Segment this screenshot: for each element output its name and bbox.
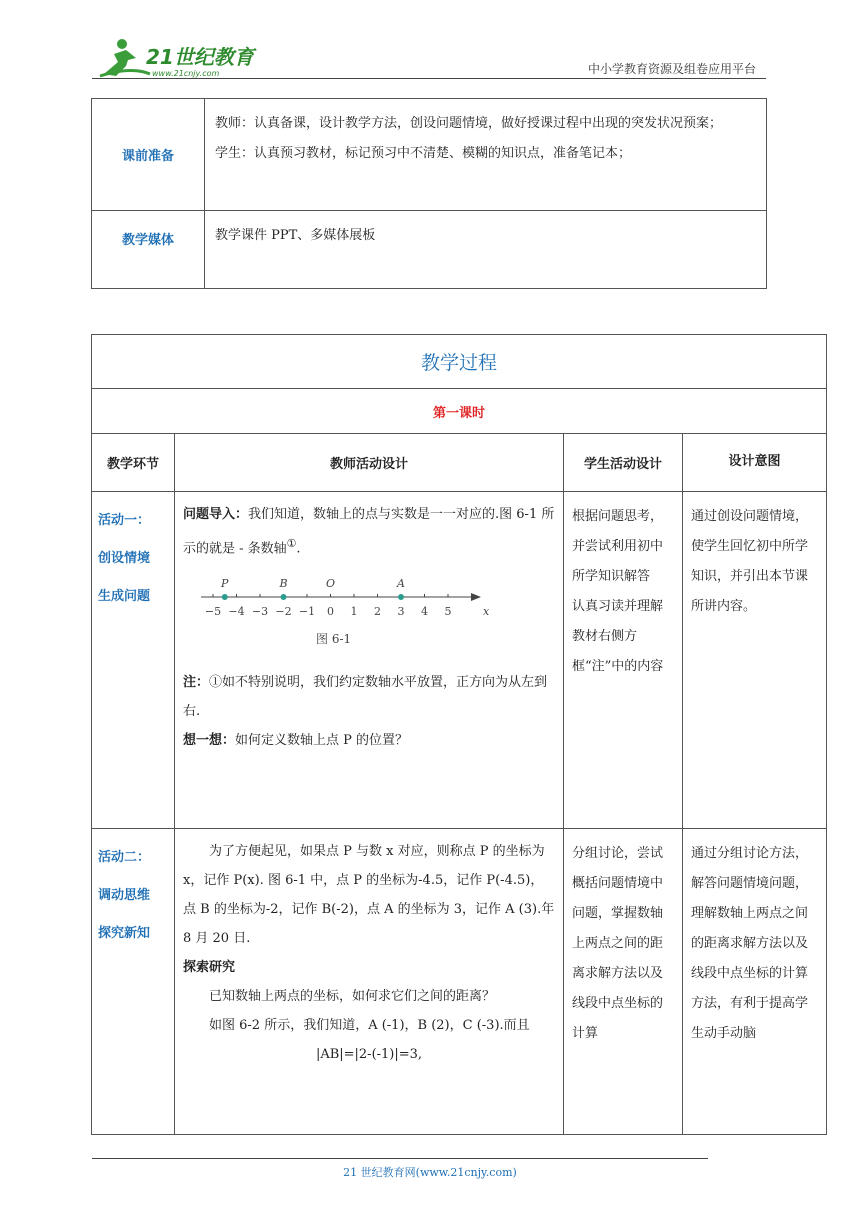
explore-heading: 探索研究 [183, 960, 236, 975]
media-label: 教学媒体 [92, 211, 205, 289]
prep-table [91, 98, 767, 289]
axis-tick-label: 5 [444, 605, 452, 619]
think-paragraph: 想一想：如何定义数轴上点 P 的位置？ [183, 733, 409, 749]
header-student: 学生活动设计 [564, 434, 683, 492]
figure-caption: 图 6-1 [316, 632, 352, 647]
point-label-a: A [397, 577, 405, 591]
axis-tick-label: −3 [251, 605, 269, 619]
point-b [281, 594, 287, 600]
header-divider [92, 78, 766, 79]
platform-title: 中小学教育资源及组卷应用平台 [587, 62, 756, 76]
prep-content [205, 99, 767, 211]
activity-one-row [92, 492, 827, 829]
point-a [398, 594, 404, 600]
activity-one-student: 根据问题思考，并尝试利用初中所学知识解答 认真习读并理解教材右侧方框“注”中的内容 [564, 492, 683, 829]
distance-formula: |AB|=|2-(-1)|=3, [315, 1047, 423, 1062]
axis-tick-label: −2 [275, 605, 292, 619]
axis-tick-label: −4 [228, 605, 245, 619]
activity-two-label: 活动二： 调动思维 探究新知 [92, 829, 175, 1135]
footer-link[interactable]: 21 世纪教育网(www.21cnjy.com) [343, 1166, 517, 1179]
axis-variable-label: x [483, 605, 490, 619]
axis-tick-label: 2 [374, 605, 381, 619]
media-content: 教学课件 PPT、多媒体展板 [205, 211, 767, 289]
prep-label: 课前准备 [92, 99, 205, 211]
header-teacher: 教师活动设计 [175, 434, 564, 492]
axis-tick-label: 1 [350, 605, 358, 619]
axis-tick-label: −5 [204, 605, 222, 619]
header-stage: 教学环节 [92, 434, 175, 492]
point-p [222, 594, 228, 600]
activity-one-label: 活动一： 创设情境 生成问题 [92, 492, 175, 829]
axis-tick-label: 0 [327, 605, 334, 619]
point-label-p: P [221, 577, 229, 591]
runner-logo-icon [92, 36, 262, 82]
logo-text: 21世纪教育 [146, 45, 254, 69]
activity-one-teacher [175, 492, 564, 829]
note-paragraph: 注：①如不特别说明，我们约定数轴水平放置，正方向为从左到右. [183, 675, 548, 720]
point-label-o: O [325, 577, 336, 591]
site-logo [92, 36, 262, 82]
figure-6-2-paragraph: 如图 6-2 所示，我们知道，A (-1)，B (2)，C (-3).而且 [209, 1018, 530, 1033]
figure-6-1 [183, 563, 555, 668]
activity-two-purpose: 通过分组讨论方法，解答问题情境问题，理解数轴上两点之间的距离求解方法以及线段中点坐标的计算方法，有利于提高学生动手动脑 [683, 829, 827, 1135]
lesson-label: 第一课时 [92, 389, 827, 434]
svg-text:www.21cnjy.com: www.21cnjy.com [152, 69, 220, 78]
axis-tick-label: 3 [397, 605, 405, 619]
teacher-prep: 教师：认真备课，设计教学方法，创设问题情境，做好授课过程中出现的突发状况预案； [215, 116, 723, 131]
footer-divider [92, 1158, 708, 1159]
process-title: 教学过程 [92, 335, 827, 389]
axis-tick-label: 4 [421, 605, 428, 619]
axis-tick-label: −1 [298, 605, 316, 619]
header-purpose: 设计意图 [683, 434, 827, 492]
media-row [92, 211, 767, 289]
activity-two-row [92, 829, 827, 1135]
distance-question: 已知数轴上两点的坐标，如何求它们之间的距离？ [209, 989, 496, 1004]
student-prep: 学生：认真预习教材，标记预习中不清楚、模糊的知识点，准备笔记本； [215, 146, 632, 161]
prep-row [92, 99, 767, 211]
activity-two-teacher [175, 829, 564, 1135]
intro-paragraph: 问题导入：我们知道，数轴上的点与实数是一一对应的.图 6-1 所示的就是 - 条数轴①. [183, 507, 555, 557]
activity-one-purpose: 通过创设问题情境，使学生回忆初中所学知识，并引出本节课所讲内容。 [683, 492, 827, 829]
coordinate-paragraph: 为了方便起见，如果点 P 与数 x 对应，则称点 P 的坐标为 x，记作 P(x). 图 6-1 中，点 P 的坐标为-4.5，记作 P(-4.5)，点 B 的坐标为-2，记作 B(-2)，点 A 的坐标为 3，记作 A (3).年 8 月 20 日. [183, 844, 555, 946]
process-table [91, 334, 827, 1135]
point-label-b: B [279, 577, 288, 591]
number-line-figure [201, 569, 491, 649]
activity-two-student: 分组讨论，尝试概括问题情境中问题，掌握数轴上两点之间的距离求解方法以及线段中点坐标的计算 [564, 829, 683, 1135]
